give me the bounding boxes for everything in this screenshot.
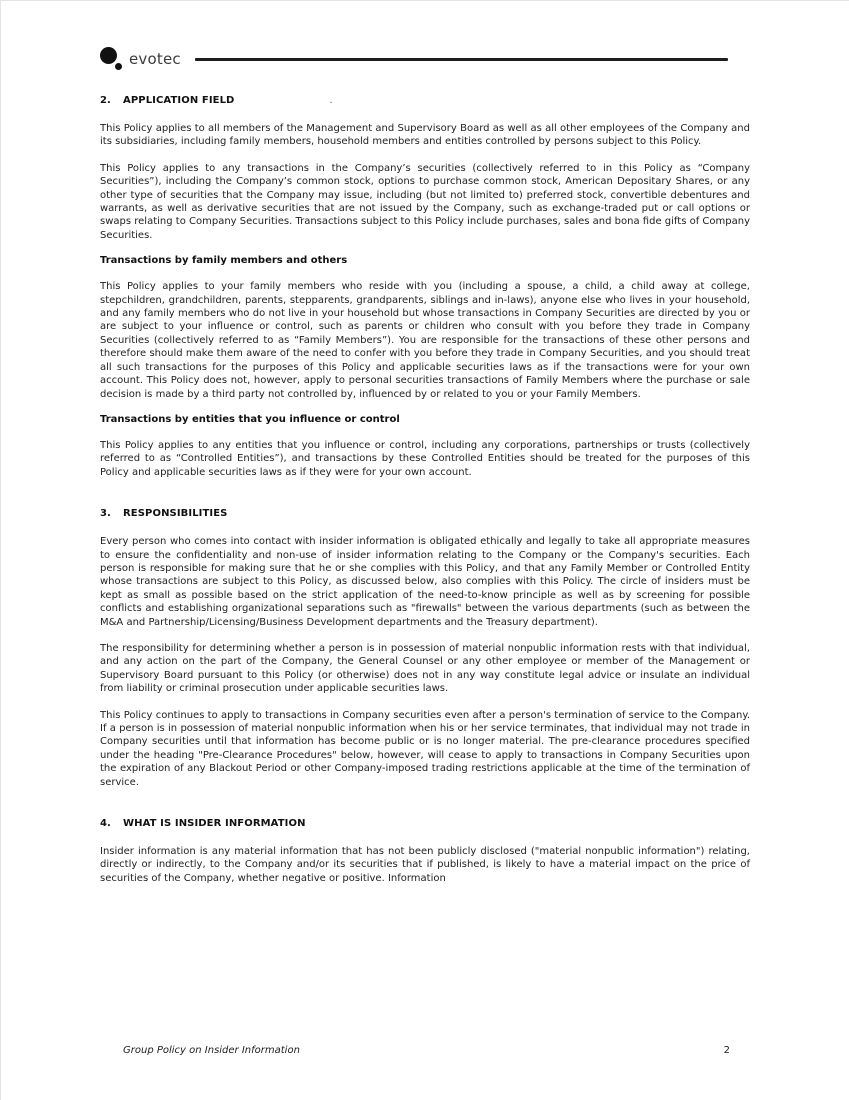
footer-document-title: Group Policy on Insider Information [123, 1045, 300, 1056]
paragraph: This Policy continues to apply to transactions in Company securities even after a person's termination of service to the Company. If a person is in possession of material nonpublic information when his or her service terminates, that individual may not trade in Company securities until that information has become public or is no longer material. The pre-clearance procedures specified under the heading "Pre-Clearance Procedures" below, however, will cease to apply to transactions in Company Securities upon the expiration of any Blackout Period or other Company-imposed trading restrictions applicable at the time of the termination of service. [100, 709, 750, 788]
stray-period-mark: . [329, 95, 333, 106]
paragraph: The responsibility for determining whether a person is in possession of material nonpublic information rests with that individual, and any action on the part of the Company, the General Counsel or any other employee or member of the Management or Supervisory Board pursuant to this Policy (or otherwise) does not in any way constitute legal advice or insulate an individual from liability or criminal prosecution under applicable securities laws. [100, 642, 750, 695]
document-content [1, 70, 849, 885]
header-rule [195, 58, 728, 61]
subsection-heading-controlled-entities: Transactions by entities that you influence or control [100, 413, 400, 425]
paragraph: This Policy applies to any entities that you influence or control, including any corporations, partnerships or trusts (collectively referred to as “Controlled Entities”), and transactions by these Controlled Entities should be treated for the purposes of this Policy and applicable securities laws as if they were for your own account. [100, 439, 750, 478]
section-number: 4. [100, 818, 111, 830]
section-title: WHAT IS INSIDER INFORMATION [123, 818, 306, 830]
brand-name: evotec [129, 49, 181, 68]
section-number: 2. [100, 95, 111, 106]
section-heading-insider-information [100, 818, 750, 829]
page-footer [100, 1045, 750, 1056]
section-title: RESPONSIBILITIES [123, 508, 228, 520]
section-number: 3. [100, 508, 111, 520]
evotec-logo-icon [100, 47, 124, 70]
paragraph: This Policy applies to your family members who reside with you (including a spouse, a child, a child away at college, stepchildren, grandchildren, parents, stepparents, grandparents, siblings and in-laws), anyone else who lives in your household, and any family members who do not live in your household but whose transactions in Company Securities are directed by you or are subject to your influence or control, such as parents or children who consult with you before they trade in Company Securities (collectively referred to as “Family Members”). You are responsible for the transactions of these other persons and therefore should make them aware of the need to confer with you before they trade in Company Securities, and you should treat all such transactions for the purposes of this Policy and applicable securities laws as if the transactions were for your own account. This Policy does not, however, apply to personal securities transactions of Family Members where the purchase or sale decision is made by a third party not controlled by, influenced by or related to you or your Family Members. [100, 281, 750, 400]
section-heading-application-field [100, 95, 750, 106]
subsection-heading-family-members: Transactions by family members and others [100, 255, 348, 267]
paragraph: This Policy applies to all members of the Management and Supervisory Board as well as all other employees of the Company and its subsidiaries, including family members, household members and entities controlled by persons subject to this Policy. [100, 123, 750, 148]
evotec-logo [100, 47, 181, 70]
paragraph: This Policy applies to any transactions in the Company’s securities (collectively referred to in this Policy as “Company Securities”), including the Company’s common stock, options to purchase common stock, American Depositary Shares, or any other type of securities that the Company may issue, including (but not limited to) preferred stock, convertible debentures and warrants, as well as derivative securities that are not issued by the Company, such as exchange-traded put or call options or swaps relating to Company Securities. Transactions subject to this Policy include purchases, sales and bona fide gifts of Company Securities. [100, 162, 750, 241]
section-title: APPLICATION FIELD [123, 95, 235, 106]
page-number: 2 [723, 1045, 730, 1056]
logo-big-dot [100, 47, 117, 64]
logo-small-dot [115, 63, 122, 70]
page-header [1, 1, 849, 70]
paragraph: Every person who comes into contact with insider information is obligated ethically and legally to take all appropriate measures to ensure the confidentiality and non-use of insider information relating to the Company or the Company's securities. Each person is responsible for making sure that he or she complies with this Policy, and that any Family Member or Controlled Entity whose transactions are subject to this Policy, as discussed below, also complies with this Policy. The circle of insiders must be kept as small as possible based on the strict application of the need-to-know principle as well as by screening for possible conflicts and establishing organizational separations such as "firewalls" between the various departments (such as between the M&A and Partnership/Licensing/Business Development departments and the Treasury department). [100, 536, 750, 628]
section-heading-responsibilities [100, 508, 750, 519]
paragraph: Insider information is any material information that has not been publicly disclosed ("material nonpublic information") relating, directly or indirectly, to the Company and/or its securities that if published, is likely to have a material impact on the price of securities of the Company, whether negative or positive. Information [100, 846, 750, 884]
